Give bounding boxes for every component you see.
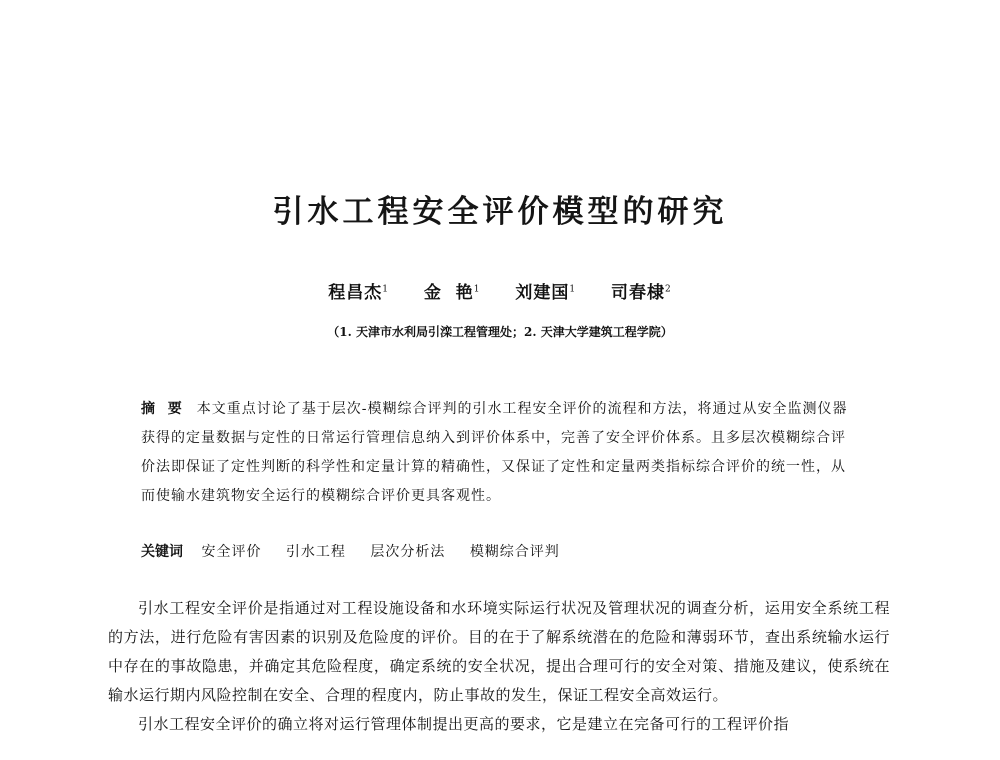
author-affiliation-mark: 1: [473, 284, 481, 295]
body-text: [108, 594, 890, 739]
abstract-label: 摘 要: [141, 401, 183, 417]
author-name: 程昌杰: [328, 283, 383, 303]
author-affiliation-mark: 2: [665, 284, 672, 295]
keyword: 层次分析法: [370, 544, 446, 560]
paper-title: 引水工程安全评价模型的研究: [272, 194, 728, 230]
keywords: [141, 538, 857, 567]
body-paragraph: 引水工程安全评价的确立将对运行管理体制提出更高的要求，它是建立在完备可行的工程评价指: [138, 715, 790, 733]
author-affiliation-mark: 1: [382, 284, 389, 295]
author: [515, 278, 576, 303]
body-paragraph: 引水工程安全评价是指通过对工程设施设备和水环境实际运行状况及管理状况的调查分析，运用安全系统工程的方法，进行危险有害因素的识别及危险度的评价。目的在于了解系统潜在的危险和薄弱环节，查出系统输水运行中存在的事故隐患，并确定其危险程度，确定系统的安全状况，提出合理可行的安全对策、措施及建议，使系统在输水运行期内风险控制在安全、合理的程度内，防止事故的发生，保证工程安全高效运行。: [108, 599, 890, 704]
author: [611, 278, 672, 303]
author-name: 金 艳: [423, 283, 474, 303]
keyword: 安全评价: [201, 544, 262, 560]
author: [424, 278, 481, 303]
abstract: [141, 395, 857, 511]
keyword: 模糊综合评判: [469, 544, 560, 560]
keywords-label: 关键词: [141, 544, 183, 560]
author-list: [0, 278, 1000, 303]
author-name: 刘建国: [515, 283, 570, 303]
abstract-text: 本文重点讨论了基于层次-模糊综合评判的引水工程安全评价的流程和方法，将通过从安全监测仪器获得的定量数据与定性的日常运行管理信息纳入到评价体系中，完善了安全评价体系。且多层次模糊综合评价法即保证了定性判断的科学性和定量计算的精确性，又保证了定性和定量两类指标综合评价的统一性，从而使输水建筑物安全运行的模糊综合评价更具客观性。: [141, 401, 848, 504]
affiliations: （1. 天津市水利局引滦工程管理处；2. 天津大学建筑工程学院）: [327, 325, 673, 339]
keyword: 引水工程: [285, 544, 346, 560]
author-name: 司春棣: [611, 283, 666, 303]
author: [328, 278, 389, 303]
author-affiliation-mark: 1: [569, 284, 577, 295]
